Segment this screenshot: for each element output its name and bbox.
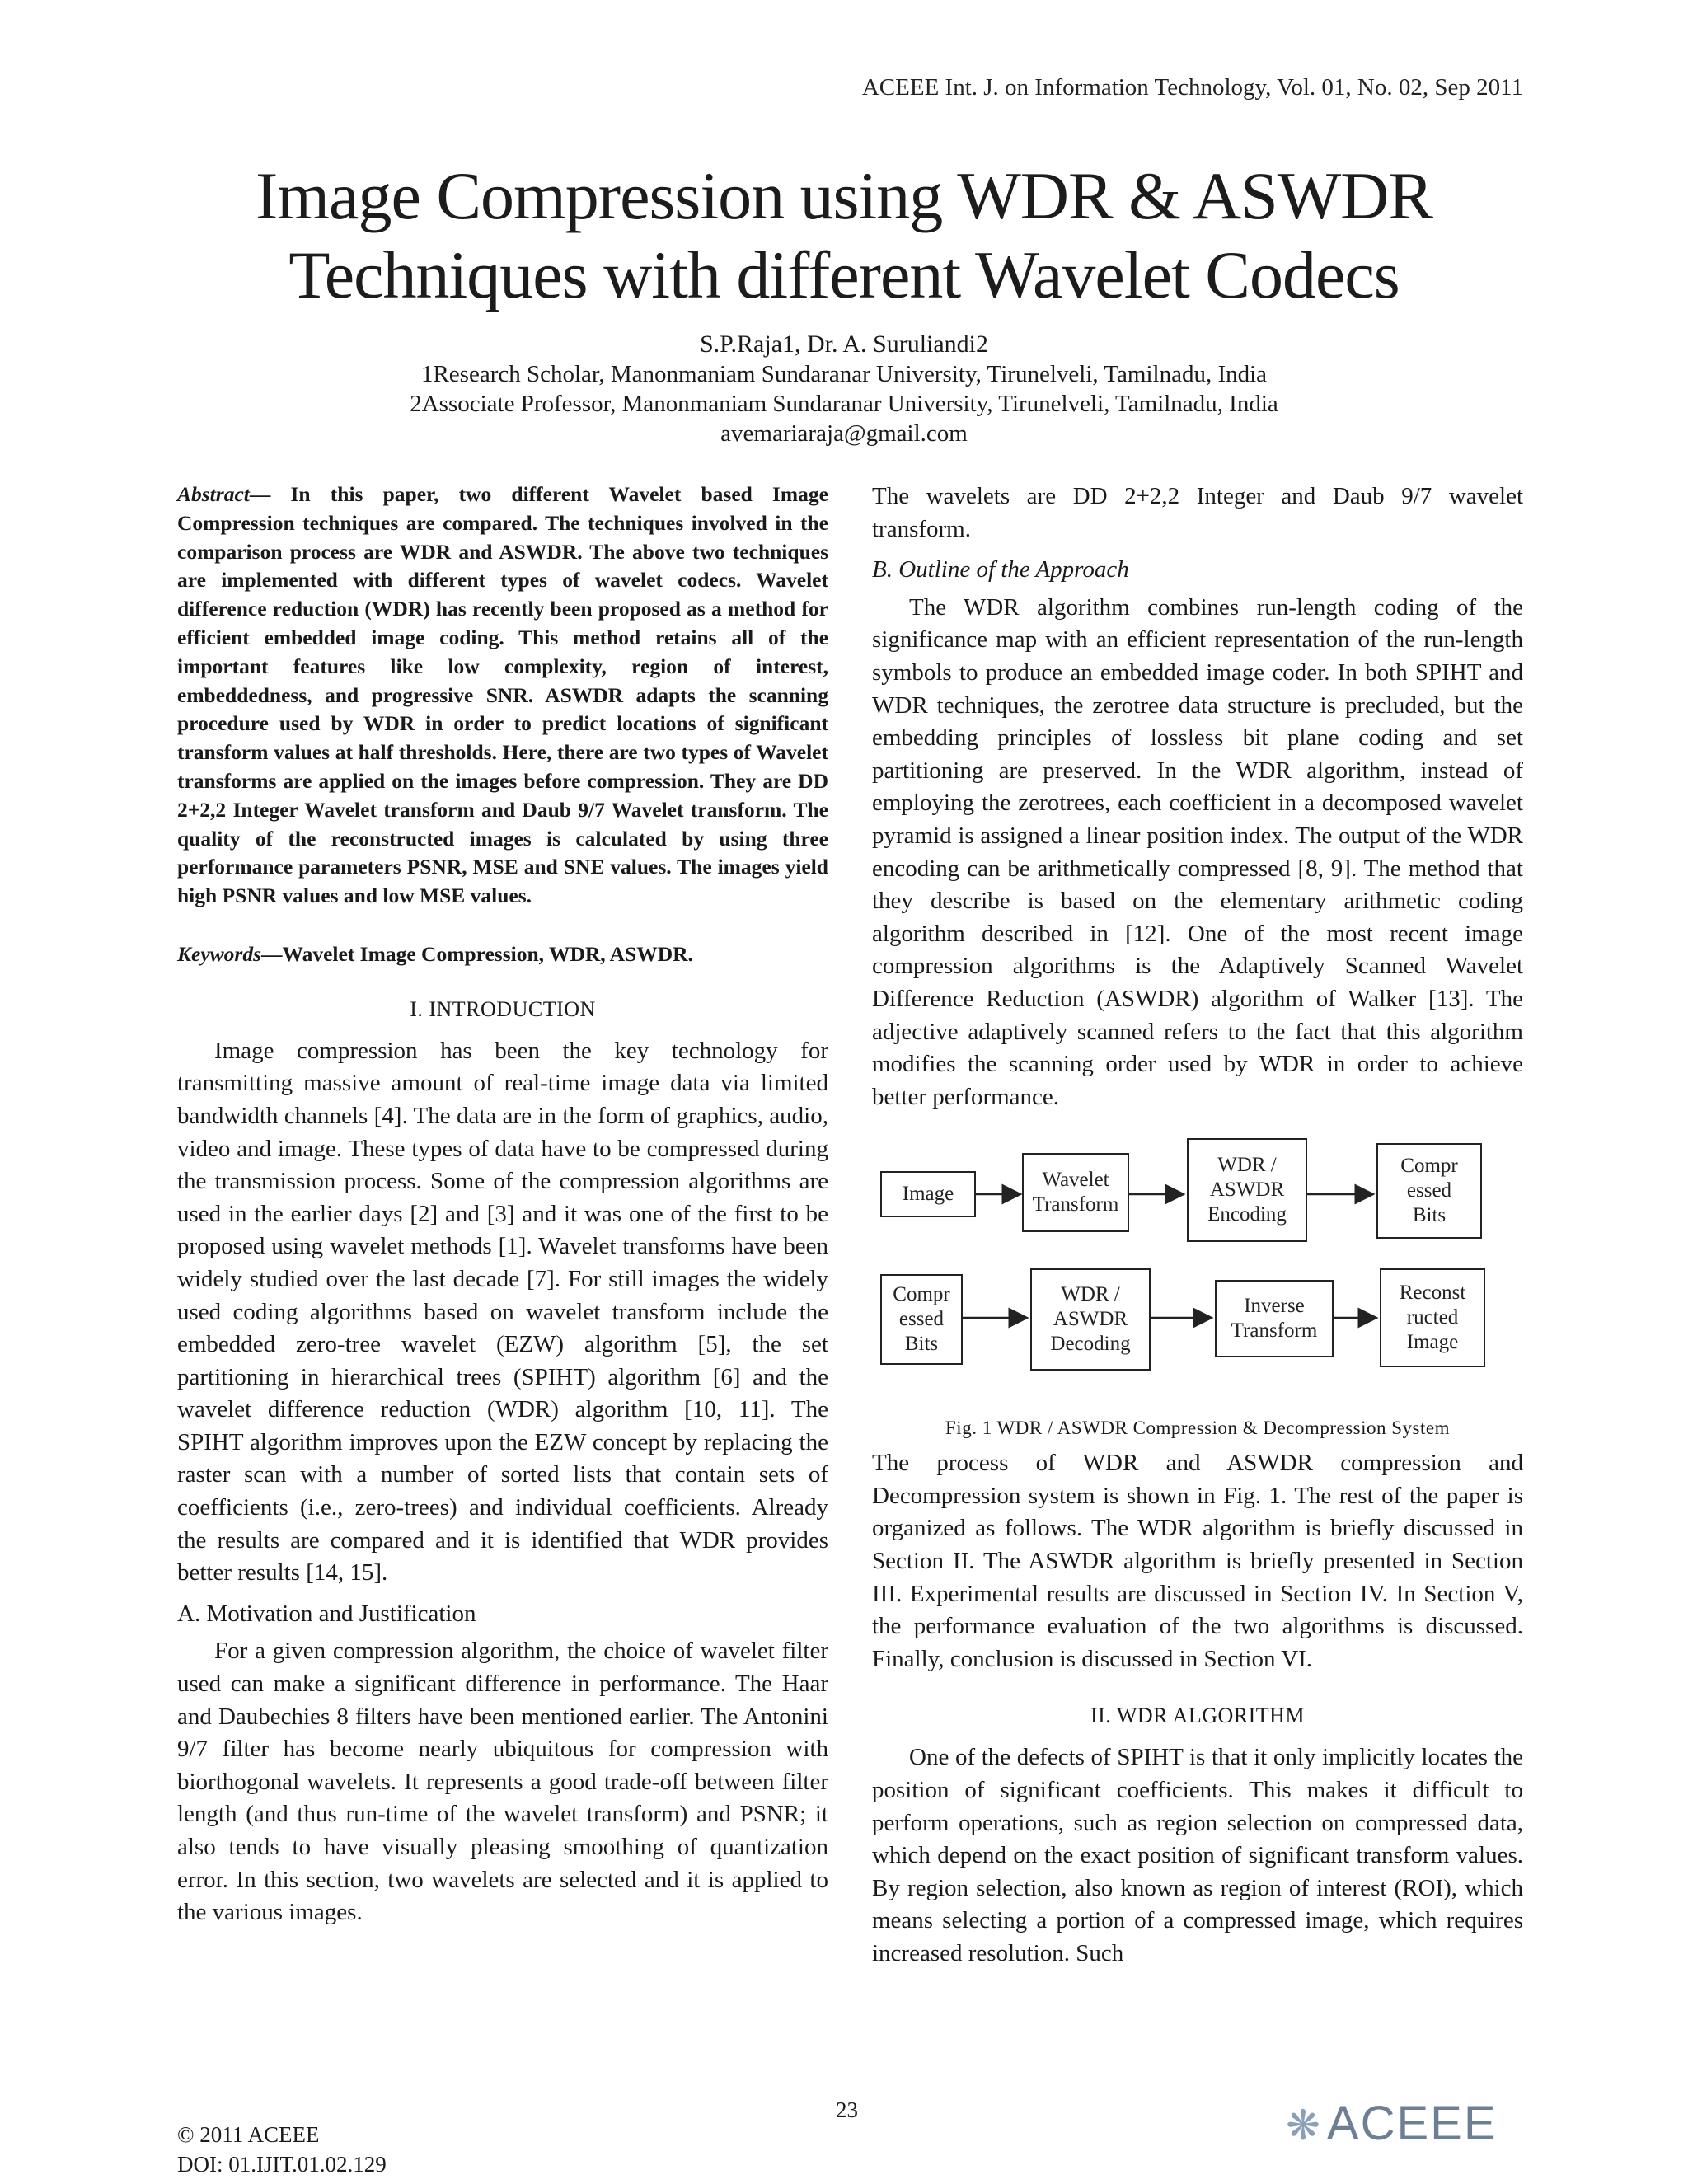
paper-title-line-2: Techniques with different Wavelet Codecs [288,237,1400,312]
keywords-label: Keywords [177,941,261,966]
box-reconstructed-image: Reconst ructed Image [1380,1268,1485,1367]
abstract [177,480,828,911]
subsection-heading-outline: B. Outline of the Approach [872,556,1129,583]
keywords-text: —Wavelet Image Compression, WDR, ASWDR. [261,941,693,966]
section-heading-wdr-algorithm: II. WDR ALGORITHM [1090,1704,1306,1728]
right-column [872,480,1523,1971]
publisher-logo [1286,2096,1498,2151]
star-logo-icon: ❋ [1286,2102,1322,2149]
keywords [177,940,828,969]
journal-header: ACEEE Int. J. on Information Technology, Vol. 01, No. 02, Sep 2011 [861,74,1523,101]
introduction-paragraph: Image compression has been the key technology for transmitting massive amount of real-time image data via limited bandwidth channels [4]. The data are in the form of graphics, audio, video and image. These types of data have to be compressed during the transmission process. Some of the compression algorithms are used in the earlier days [2] and [3] and it was one of the first to be proposed using wavelet methods [1]. Wavelet transforms have been widely studied over the last decade [7]. For still images the widely used coding algorithms based on wavelet transform include the embedded zero-tree wavelet (EZW) algorithm [5], the set partitioning in hierarchical trees (SPIHT) algorithm [6] and the wavelet difference reduction (WDR) algorithm [10, 11]. The SPIHT algorithm improves upon the EZW concept by replacing the raster scan with a number of sorted lists that contain sets of coefficients (i.e., zero-trees) and individual coefficients. Already the results are compared and it is identified that WDR provides better results [14, 15]. [177,1037,828,1586]
wdr-algorithm-paragraph: One of the defects of SPIHT is that it only implicitly locates the position of significant coefficients. This makes it difficult to perform operations, such as region selection on compressed data, which depend on the exact position of significant transform values. By region selection, also known as region of interest (ROI), which means selecting a portion of a compressed image, which requires increased resolution. Such [872,1744,1523,1966]
logo-text: ACEEE [1326,2097,1498,2150]
affiliation-1: 1Research Scholar, Manonmaniam Sundaranar University, Tirunelveli, Tamilnadu, India [420,361,1268,387]
author-email: avemariaraja@gmail.com [720,420,968,447]
motivation-paragraph: For a given compression algorithm, the choice of wavelet filter used can make a significant difference in performance. The Haar and Daubechies 8 filters have been mentioned earlier. The Antonini 9/7 filter has become nearly ubiquitous for compression with biorthogonal wavelets. It represents a good trade-off between filter length (and thus run-time of the wavelet transform) and PSNR; it also tends to have visually pleasing smoothing of quantization error. In this section, two wavelets are selected and it is applied to the various images. [177,1638,828,1926]
doi-text: DOI: 01.IJIT.01.02.129 [177,2152,387,2177]
box-wavelet-transform: Wavelet Transform [1022,1153,1129,1232]
page-number: 23 [836,2097,858,2122]
abstract-text: — In this paper, two different Wavelet based Image Compression techniques are compared. The techniques involved in the comparison process are WDR and ASWDR. The above two techniques are implemented with different types of wavelet codecs. Wavelet difference reduction (WDR) has recently been proposed as a method for efficient embedded image coding. This method retains all of the important features like low complexity, region of interest, embeddedness, and progressive SNR. ASWDR adapts the scanning procedure used by WDR in order to predict locations of significant transform values at half thresholds. Here, there are two types of Wavelet transforms are applied on the images before compression. They are DD 2+2,2 Integer Wavelet transform and Daub 9/7 Wavelet transform. The quality of the reconstructed images is calculated by using three performance parameters PSNR, MSE and SNE values. The images yield high PSNR values and low MSE values. [177,482,828,908]
affiliation-2: 2Associate Professor, Manonmaniam Sundaranar University, Tirunelveli, Tamilnadu, India [410,391,1278,417]
abstract-label: Abstract [177,482,250,506]
title-block [0,157,1688,448]
outline-paragraph: The WDR algorithm combines run-length coding of the significance map with an efficient representation of the run-length symbols to produce an embedded image coder. In both SPIHT and WDR techniques, the zerotree data structure is precluded, but the embedding principles of lossless bit plane coding and set partitioning are preserved. In the WDR algorithm, instead of employing the zerotrees, each coefficient in a decomposed wavelet pyramid is assigned a linear position index. The output of the WDR encoding can be arithmetically compressed [8, 9]. The method that they describe is based on the elementary arithmetic coding algorithm described in [12]. One of the most recent image compression algorithms is the Adaptively Scanned Wavelet Difference Reduction (ASWDR) algorithm of Walker [13]. The adjective adaptively scanned refers to the fact that this algorithm modifies the scanning order used by WDR in order to achieve better performance. [872,593,1523,1110]
authors: S.P.Raja1, Dr. A. Suruliandi2 [699,330,989,358]
copyright-text: © 2011 ACEEE [177,2122,320,2147]
paper-title-line-1: Image Compression using WDR & ASWDR [255,158,1433,233]
subsection-heading-motivation: A. Motivation and Justification [177,1600,476,1627]
box-wdr-aswdr-encoding: WDR / ASWDR Encoding [1187,1138,1307,1242]
figure-block-diagram [872,1138,1523,1414]
box-compressed-bits-2: Compr essed Bits [880,1274,963,1365]
box-compressed-bits-1: Compr essed Bits [1376,1143,1482,1239]
wavelets-paragraph: The wavelets are DD 2+2,2 Integer and Daub 9/7 wavelet transform. [872,483,1523,542]
box-wdr-aswdr-decoding: WDR / ASWDR Decoding [1030,1268,1151,1371]
box-inverse-transform: Inverse Transform [1215,1280,1334,1357]
process-paragraph: The process of WDR and ASWDR compression and Decompression system is shown in Fig. 1. The rest of the paper is organized as follows. The WDR algorithm is briefly discussed in Section II. The ASWDR algorithm is briefly presented in Section III. Experimental results are discussed in Section IV. In Section V, the performance evaluation of the two algorithms is discussed. Finally, conclusion is discussed in Section VI. [872,1450,1523,1672]
section-heading-introduction: I. INTRODUCTION [410,996,596,1021]
box-image: Image [880,1171,976,1217]
left-column [177,480,828,1929]
figure-caption: Fig. 1 WDR / ASWDR Compression & Decompression System [945,1418,1450,1439]
footer-copyright [177,2120,387,2179]
